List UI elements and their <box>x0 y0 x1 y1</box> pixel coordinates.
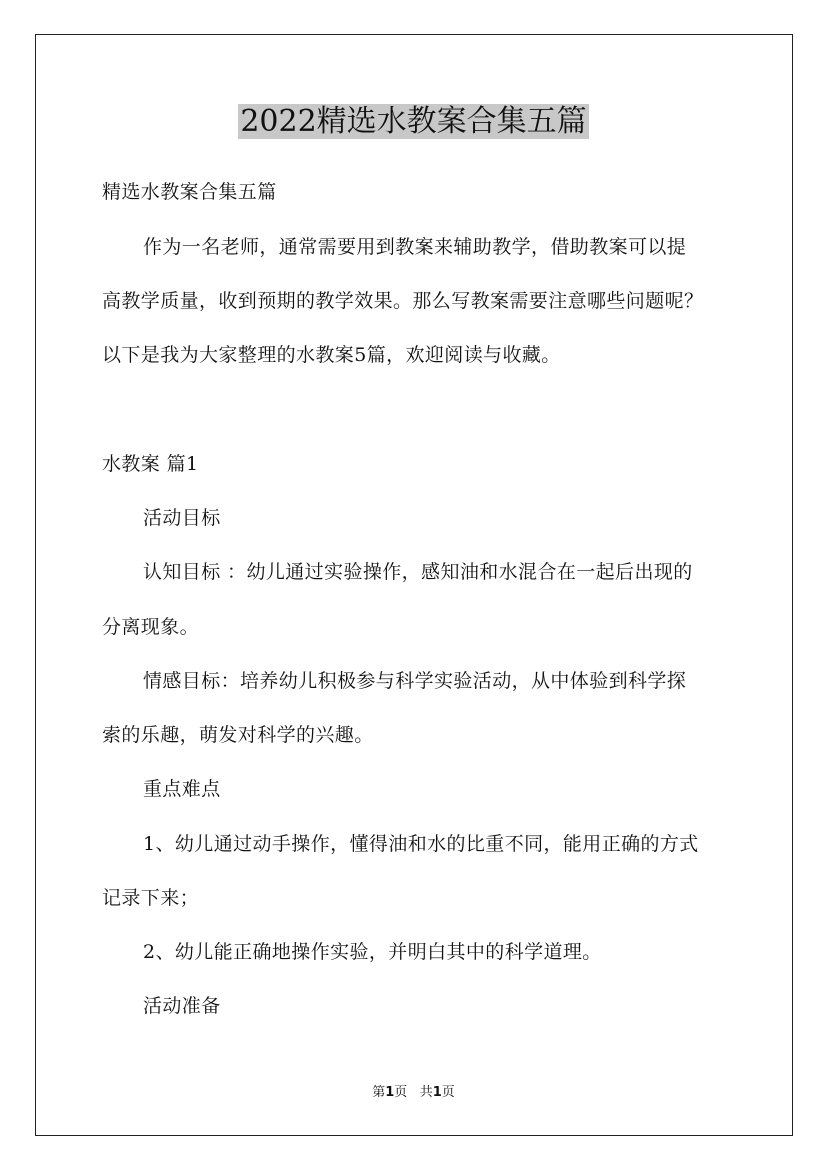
intro-line-1: 作为一名老师，通常需要用到教案来辅助教学，借助教案可以提 <box>143 236 687 258</box>
section-heading-1: 水教案 篇1 <box>102 453 199 475</box>
document-subtitle: 精选水教案合集五篇 <box>102 181 277 203</box>
footer-page-mid: 页 <box>394 1085 408 1100</box>
footer-total-suffix: 页 <box>441 1085 455 1100</box>
footer-page-prefix: 第 <box>372 1085 386 1100</box>
document-title-text: 2022精选水教案合集五篇 <box>240 104 587 139</box>
key-point-1-line-2: 记录下来； <box>102 887 200 909</box>
document-title <box>0 100 827 144</box>
key-point-2: 2、幼儿能正确地操作实验，并明白其中的科学道理。 <box>143 941 602 963</box>
page-footer <box>0 1084 827 1102</box>
footer-total-prefix: 共 <box>419 1085 433 1100</box>
activity-preparation-heading: 活动准备 <box>143 995 221 1017</box>
intro-line-2: 高教学质量，收到预期的教学效果。那么写教案需要注意哪些问题呢？ <box>102 290 704 312</box>
cognitive-goal-line-1: 认知目标 ：幼儿通过实验操作，感知油和水混合在一起后出现的 <box>143 561 693 583</box>
emotional-goal-line-1: 情感目标：培养幼儿积极参与科学实验活动，从中体验到科学探 <box>143 670 687 692</box>
activity-goals-heading: 活动目标 <box>143 507 221 529</box>
footer-page-current: 1 <box>385 1085 395 1100</box>
cognitive-goal-line-2: 分离现象。 <box>102 616 200 638</box>
key-point-1-line-1: 1、幼儿通过动手操作，懂得油和水的比重不同，能用正确的方式 <box>143 833 699 855</box>
intro-line-3: 以下是我为大家整理的水教案5篇，欢迎阅读与收藏。 <box>102 344 561 366</box>
key-points-heading: 重点难点 <box>143 778 221 800</box>
emotional-goal-line-2: 索的乐趣，萌发对科学的兴趣。 <box>102 724 374 746</box>
footer-page-total: 1 <box>432 1085 442 1100</box>
